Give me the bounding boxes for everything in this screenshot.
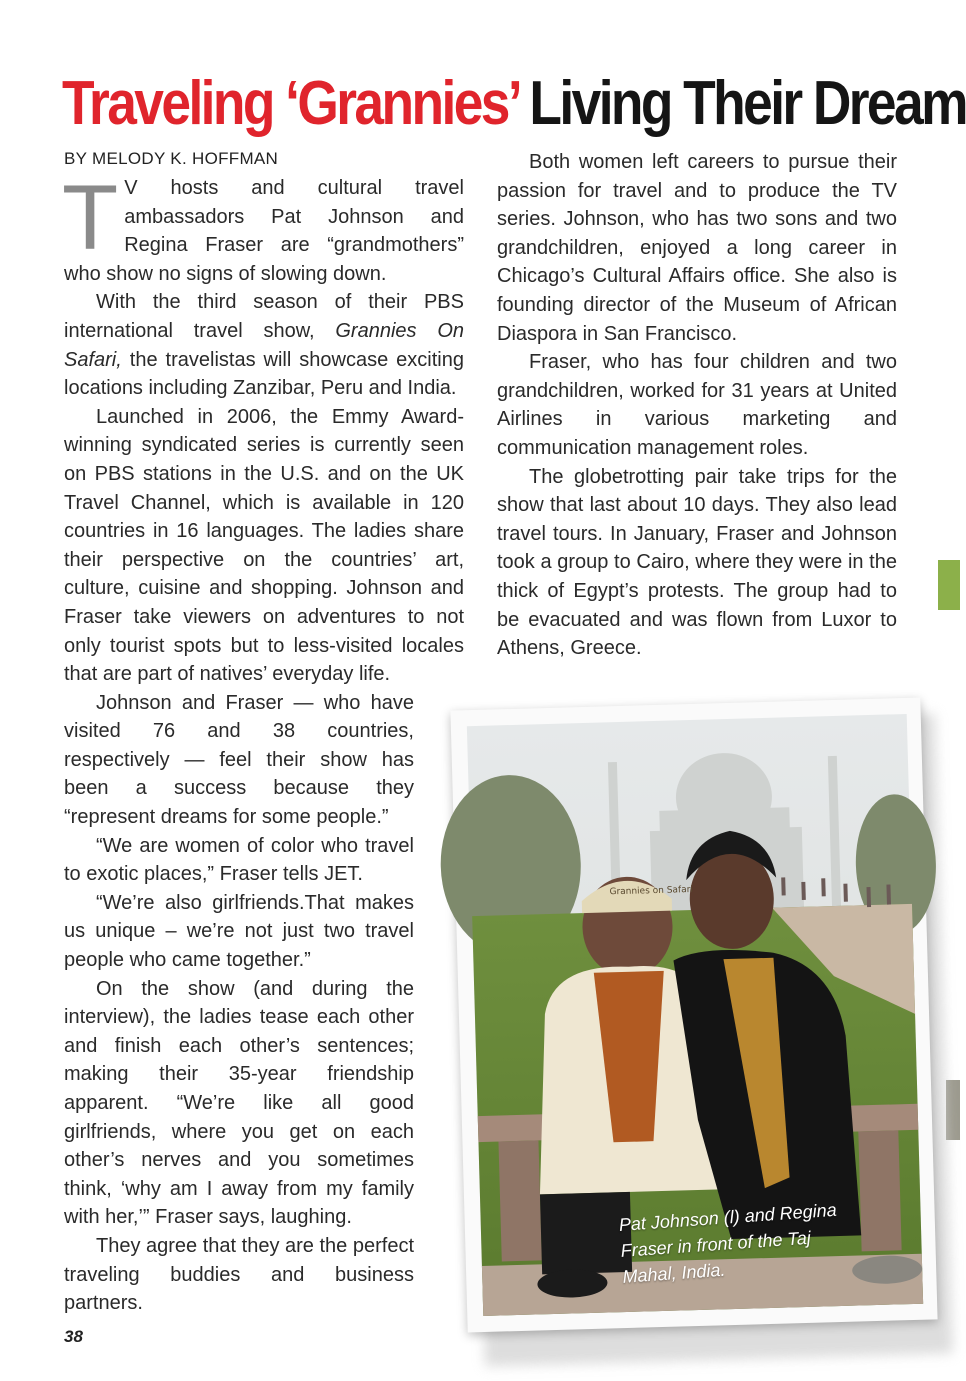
paragraph-3: Launched in 2006, the Emmy Award-winning syndicated series is currently seen on PBS stations in the U.S. and on the UK Travel Channel, which is available in 120 countries in 16 languages. The ladies share their perspective on the countries’ art, culture, cuisine and shopping. Johnson and Fraser take viewers on adventures to not only tourist spots but to less-visited locales that are part of natives’ everyday life. — [64, 405, 464, 686]
headline — [62, 64, 966, 144]
edge-photo-sliver-top — [938, 560, 960, 610]
paragraph-2-tail: the travelistas will showcase exciting locations including Zanzibar, Peru and India. — [64, 348, 464, 400]
photo-caption: Pat Johnson (l) and Regina Fraser in front of the Taj Mahal, India. — [618, 1199, 838, 1287]
drop-cap: T — [62, 167, 119, 269]
paragraph-2 — [64, 288, 464, 402]
right-paragraph-2: Fraser, who has four children and two grandchildren, worked for 31 years at United Airlines in various marketing and communication management roles. — [497, 351, 897, 459]
paragraph-1-text: V hosts and cultural travel ambassadors Pat Johnson and Regina Fraser are “grandmothers” who show no signs of slowing down. — [64, 177, 464, 285]
right-paragraph-3: The globetrotting pair take trips for the show that last about 10 days. They also lead travel tours. In January, Fraser and Johnson took a group to Cairo, where they were in the thick of Egypt’s protests. The group had to be evacuated and was flown from Luxor to Athens, Greece. — [497, 465, 897, 660]
paragraph-8: They agree that they are the perfect traveling buddies and business partners. — [64, 1234, 414, 1315]
paragraph-5: “We are women of color who travel to exotic places,” Fraser tells JET. — [64, 834, 414, 886]
headline-red-part: Traveling ‘Grannies’ — [62, 69, 518, 138]
page-number: 38 — [64, 1327, 83, 1346]
right-column — [497, 148, 897, 663]
narrow-block — [64, 689, 414, 1318]
byline: BY MELODY K. HOFFMAN — [64, 149, 279, 168]
paragraph-6: “We’re also girlfriends.That makes us unique – we’re not just two travel people who came together.” — [64, 891, 414, 972]
paragraph-1 — [62, 167, 464, 288]
cap-text: Grannies on Safari — [609, 884, 694, 898]
left-column — [62, 167, 464, 1318]
paragraph-2-lead: With the third season of their PBS international travel show, — [64, 291, 464, 342]
paragraph-7: On the show (and during the interview), the ladies tease each other and finish each other’s sentences; making their 35-year friendship apparent. “We’re like all good girlfriends, where you get on each other’s nerves and you sometimes think, ‘why am I away from my family with her,’” Fraser says, laughing. — [64, 977, 414, 1229]
show-title: Grannies On Safari, — [64, 319, 464, 371]
paragraph-4: Johnson and Fraser — who have visited 76 and 38 countries, respectively — feel their show has been a success because they “represent dreams for some people.” — [64, 691, 414, 829]
right-paragraph-1: Both women left careers to pursue their passion for travel and to produce the TV series. Johnson, who has two sons and two grandchildren, enjoyed a long career in Chicago’s Cultural Affairs office. She also is founding director of the Museum of African Diaspora in San Francisco. — [497, 151, 897, 345]
edge-photo-sliver-bottom — [946, 1080, 960, 1140]
headline-black-part: Living Their Dream — [529, 69, 966, 138]
